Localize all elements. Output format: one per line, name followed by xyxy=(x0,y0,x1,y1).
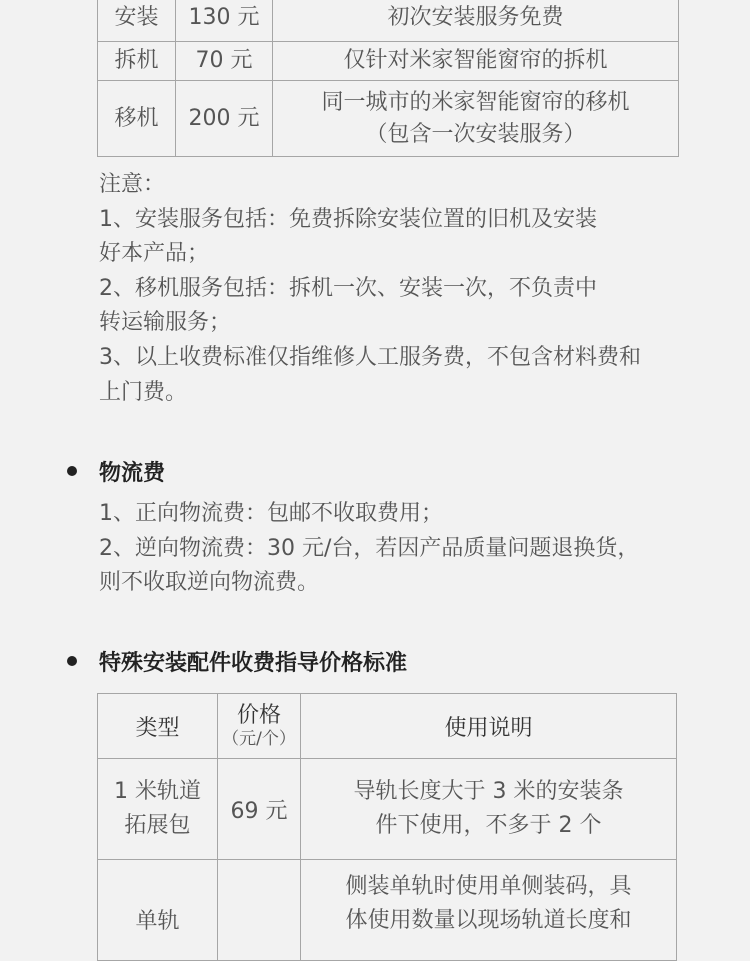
price-header-label: 价格 xyxy=(236,703,281,728)
table-row xyxy=(98,81,679,157)
service-fee-table xyxy=(97,0,679,157)
table-row xyxy=(98,42,679,81)
special-heading: 特殊安装配件收费指导价格标准 xyxy=(99,651,408,676)
desc-line: 侧装单轨时使用单侧装码，具 xyxy=(345,874,632,899)
table-cell-type xyxy=(98,759,218,860)
notes-line: 1、安装服务包括：免费拆除安装位置的旧机及安装 xyxy=(99,207,597,232)
desc-line: 件下使用，不多于 2 个 xyxy=(375,813,602,838)
notes-line: 转运输服务； xyxy=(99,310,232,335)
notes-line: 上门费。 xyxy=(99,380,188,405)
desc-line: （包含一次安装服务） xyxy=(365,121,586,147)
table-cell-type: 移机 xyxy=(98,81,176,157)
column-header-desc: 使用说明 xyxy=(301,694,677,759)
desc-line: 同一城市的米家智能窗帘的移机 xyxy=(321,89,630,115)
accessory-fee-table xyxy=(97,693,677,961)
price-header-unit: （元/个） xyxy=(222,729,296,749)
notes-title: 注意： xyxy=(99,172,166,197)
table-cell-desc: 仅针对米家智能窗帘的拆机 xyxy=(273,42,679,81)
notes-line: 3、以上收费标准仅指维修人工服务费，不包含材料费和 xyxy=(99,345,641,370)
column-header-price xyxy=(218,694,301,759)
logistics-heading: 物流费 xyxy=(99,461,166,486)
logistics-line: 1、正向物流费：包邮不收取费用； xyxy=(99,501,443,526)
logistics-line: 2、逆向物流费：30 元/台，若因产品质量问题退换货， xyxy=(99,536,640,561)
column-header-type: 类型 xyxy=(98,694,218,759)
bullet-icon xyxy=(67,656,77,666)
table-cell-desc xyxy=(301,860,677,961)
table-cell-type: 安装 xyxy=(98,0,176,42)
table-header-row xyxy=(98,694,677,759)
type-line: 拓展包 xyxy=(124,813,191,838)
desc-line: 导轨长度大于 3 米的安装条 xyxy=(353,779,624,804)
bullet-icon xyxy=(67,466,77,476)
logistics-line: 则不收取逆向物流费。 xyxy=(99,570,320,595)
table-cell-desc: 初次安装服务免费 xyxy=(273,0,679,42)
table-row xyxy=(98,0,679,42)
table-cell-price xyxy=(218,860,301,961)
type-line: 单轨 xyxy=(135,909,180,934)
table-cell-price: 130 元 xyxy=(176,0,273,42)
table-cell-price: 70 元 xyxy=(176,42,273,81)
table-cell-price: 69 元 xyxy=(218,759,301,860)
table-cell-desc xyxy=(273,81,679,157)
table-row xyxy=(98,860,677,961)
table-row xyxy=(98,759,677,860)
notes-line: 2、移机服务包括：拆机一次、安装一次，不负责中 xyxy=(99,276,597,301)
type-line: 1 米轨道 xyxy=(114,779,201,804)
table-cell-type: 拆机 xyxy=(98,42,176,81)
desc-line: 体使用数量以现场轨道长度和 xyxy=(345,908,632,933)
notes-line: 好本产品； xyxy=(99,241,210,266)
table-cell-type xyxy=(98,860,218,961)
table-cell-price: 200 元 xyxy=(176,81,273,157)
table-cell-desc xyxy=(301,759,677,860)
